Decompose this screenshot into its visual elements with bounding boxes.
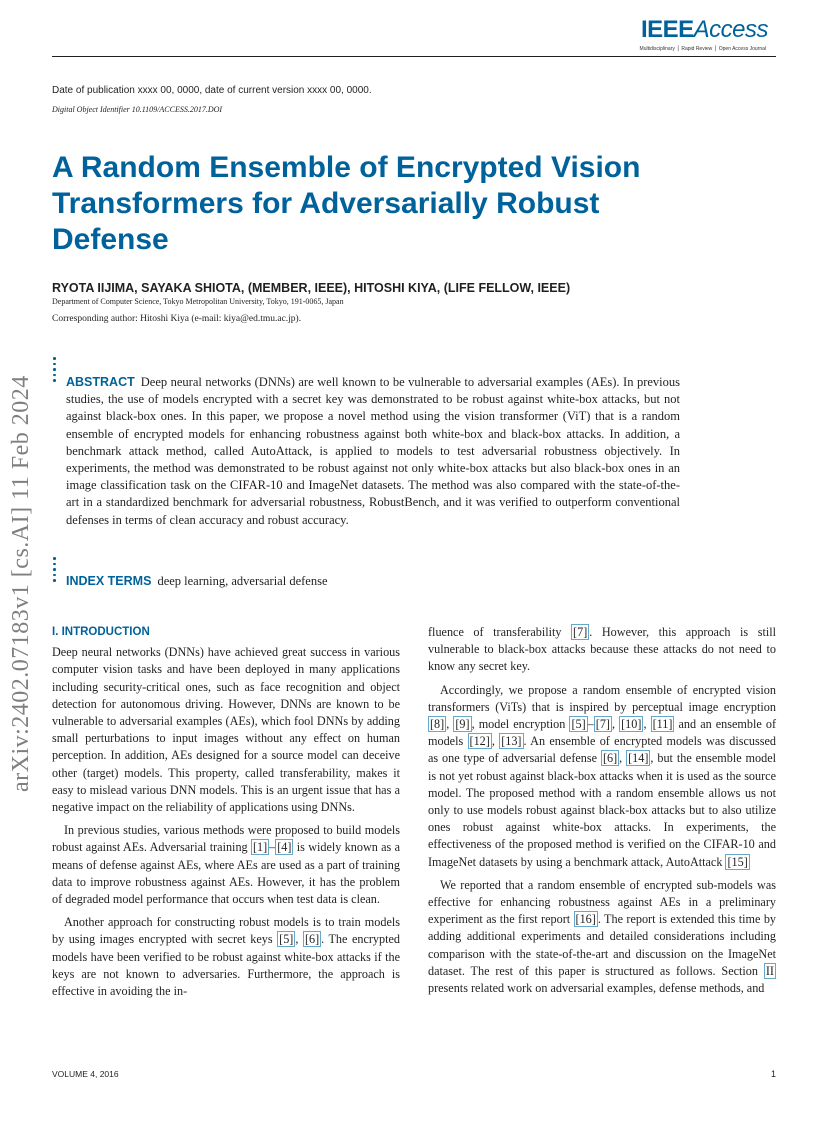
- text-span: . The report is extended this time by adding additional experiments and detailed considerations including comparison with the state-of-the-art and discussion on the ImageNet dataset. The rest of this paper is structured as follows. Section: [428, 912, 777, 978]
- text-span: ,: [491, 734, 500, 749]
- intro-paragraph-1: Deep neural networks (DNNs) have achieved great success in various computer vision tasks and have been deployed in many applications including security-critical ones, such as face recognition and object detection for autonomous driving. However, DNNs are known to be vulnerable to adversarial examples (AEs), which fool DNNs by adding small perturbations to input images without any effect on human perception. In addition, AEs designed for a source model can deceive other (target) models. This property, called transferability, makes it easy to mislead various DNN models. This is an urgent issue that has a negative impact on the reliability of applications using DNNs.: [52, 645, 400, 815]
- citation-link[interactable]: [9]: [455, 717, 470, 732]
- index-terms: [66, 574, 328, 589]
- abstract-text: Deep neural networks (DNNs) are well known to be vulnerable to adversarial examples (AEs). In previous studies, the use of models encrypted with a secret key was demonstrated to be robust against white-box attacks, but not against black-box ones. In this paper, we propose a novel method using the vision transformer (ViT) that is a random ensemble of encrypted models for enhancing robustness against both white-box and black-box attacks. In addition, a benchmark attack method, called AutoAttack, is applied to models to test adversarial robustness objectively. In experiments, the method was demonstrated to be robust against not only white-box attacks but also black-box ones in an image classification task on the CIFAR-10 and ImageNet datasets. The method was also compared with the state-of-the-art in a standardized benchmark for adversarial robustness, RobustBench, and it was verified to outperform conventional defenses in terms of clean accuracy and robust accuracy.: [66, 375, 680, 527]
- text-span: ,: [295, 932, 303, 947]
- text-span: –: [269, 840, 276, 855]
- intro-paragraph-6: [428, 877, 776, 997]
- index-terms-label: INDEX TERMS: [66, 574, 152, 588]
- text-span: , but the ensemble model is not yet robust against black-box attacks when it is used as the source model. The proposed method with a random ensemble allows us not only to use models robust against black-box attacks but to also utilize ones robust against white-box attacks. In experiments, the effectiveness of the proposed method is verified on the CIFAR-10 and ImageNet datasets by using a benchmark attack, AutoAttack: [428, 751, 777, 869]
- text-span: is widely known as a means of defense against AEs, where AEs are used as a part of training data to improve robustness against AEs. However, it has the problem of degraded model performance that occurs when test data is clean.: [52, 840, 400, 907]
- text-span: ,: [619, 751, 627, 766]
- corresponding-author: Corresponding author: Hitoshi Kiya (e-mail: kiya@ed.tmu.ac.jp).: [52, 314, 302, 324]
- text-span: ,: [643, 717, 651, 732]
- citation-link[interactable]: [8]: [430, 717, 445, 732]
- text-span: ,: [611, 717, 620, 732]
- logo-access-text: Access: [693, 16, 768, 43]
- page-number: 1: [770, 1069, 776, 1079]
- logo-tagline: Multidisciplinary ⎪ Rapid Review ⎪ Open Access Journal: [639, 46, 766, 52]
- footer-volume: VOLUME 4, 2016: [52, 1069, 119, 1079]
- abstract: [66, 374, 680, 529]
- intro-paragraph-5: [428, 682, 776, 871]
- text-span: . However, this approach is still vulnerable to black-box attacks because these attacks do not need to know any secret key.: [428, 625, 776, 674]
- affiliation: Department of Computer Science, Tokyo Metropolitan University, Tokyo, 191-0065, Japan: [52, 297, 344, 306]
- logo-ieee-text: IEEE: [640, 16, 694, 43]
- citation-link[interactable]: [7]: [573, 625, 588, 639]
- citation-link[interactable]: [5]: [279, 932, 294, 947]
- text-span: In previous studies, various methods were proposed to build models robust against AEs. Adversarial training: [52, 823, 400, 855]
- text-span: ,: [446, 717, 454, 732]
- citation-link[interactable]: [6]: [304, 932, 320, 947]
- intro-paragraph-2: [52, 822, 400, 908]
- authors: RYOTA IIJIMA, SAYAKA SHIOTA, (MEMBER, IEEE), HITOSHI KIYA, (LIFE FELLOW, IEEE): [52, 281, 571, 295]
- citation-link[interactable]: [15]: [727, 854, 748, 869]
- paper-title: A Random Ensemble of Encrypted Vision Transformers for Adversarially Robust Defense: [52, 151, 641, 256]
- text-span: . An ensemble of encrypted models was discussed as one type of adversarial defense: [428, 734, 776, 766]
- citation-link[interactable]: [1]: [252, 840, 268, 855]
- section-heading: I. INTRODUCTION: [52, 626, 150, 638]
- text-span: presents related work on adversarial examples, defense methods, and: [428, 981, 765, 996]
- text-span: fluence of transferability: [428, 625, 572, 639]
- arxiv-stamp: arXiv:2402.07183v1 [cs.AI] 11 Feb 2024: [8, 375, 34, 792]
- text-span: , model encryption: [471, 717, 570, 732]
- intro-paragraph-3: [52, 914, 400, 1000]
- citation-link[interactable]: [16]: [575, 912, 596, 927]
- logo-wordmark: [641, 16, 768, 44]
- text-span: . The encrypted models have been verified to be robust against white-box attacks if the keys are not known to adversaries. Furthermore, the approach is effective in avoiding the in-: [52, 932, 400, 999]
- citation-link[interactable]: [12]: [469, 734, 490, 749]
- index-terms-text: deep learning, adversarial defense: [157, 574, 328, 588]
- text-span: Accordingly, we propose a random ensemble of encrypted vision transformers (ViTs) that is inspired by perceptual image encryption: [428, 682, 776, 714]
- citation-link[interactable]: [6]: [602, 751, 618, 766]
- left-column: [52, 624, 400, 1006]
- header-rule: [52, 56, 776, 57]
- citation-link[interactable]: [11]: [652, 717, 673, 732]
- text-span: Another approach for constructing robust models is to train models by using images encrypted with secret keys: [52, 915, 400, 947]
- abstract-label: ABSTRACT: [66, 375, 135, 389]
- section-link[interactable]: II: [765, 963, 774, 978]
- text-span: We reported that a random ensemble of encrypted sub-models was effective for enhancing robustness against AEs in a preliminary experiment as the first report: [428, 877, 776, 927]
- text-span: and an ensemble of models: [428, 717, 777, 749]
- citation-link[interactable]: [10]: [621, 717, 642, 732]
- citation-link[interactable]: [14]: [628, 751, 649, 766]
- citation-link[interactable]: [4]: [277, 840, 292, 855]
- citation-link[interactable]: [5]: [571, 717, 586, 732]
- ieee-access-logo: [618, 16, 768, 54]
- doi: Digital Object Identifier 10.1109/ACCESS.2017.DOI: [52, 105, 223, 114]
- citation-link[interactable]: [13]: [501, 734, 522, 749]
- intro-paragraph-4: [428, 624, 776, 676]
- publication-date: Date of publication xxxx 00, 0000, date of current version xxxx 00, 0000.: [52, 85, 372, 96]
- right-column: [428, 624, 776, 1003]
- citation-link[interactable]: [7]: [595, 717, 610, 732]
- text-span: –: [587, 717, 594, 732]
